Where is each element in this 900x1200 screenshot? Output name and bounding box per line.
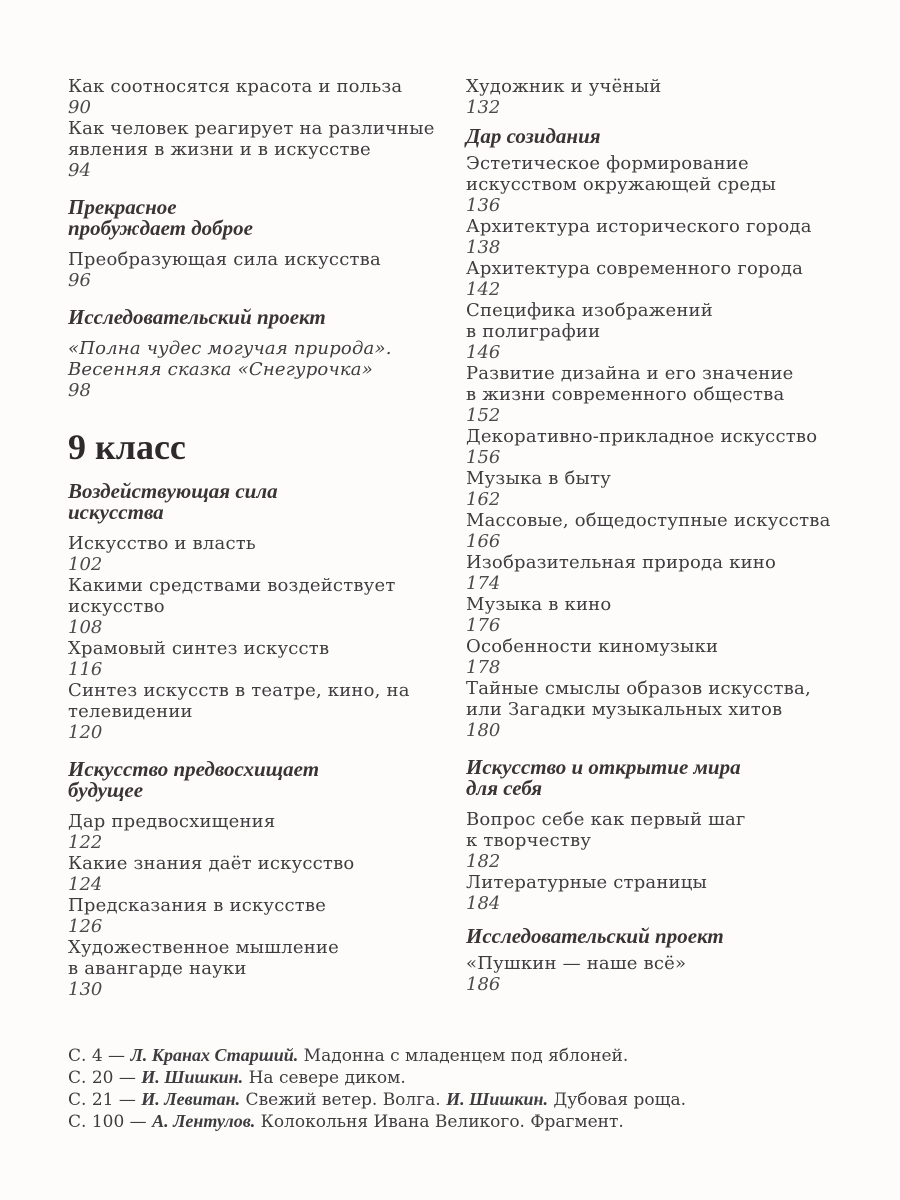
entry-title: Вопрос себе как первый шаг к творчеству [466, 809, 746, 851]
entry-page: 162 [466, 489, 501, 510]
entry-page: 176 [466, 615, 501, 636]
credit-prefix: С. 21 — [68, 1090, 142, 1110]
section-heading: Воздействующая сила искусства [68, 479, 278, 524]
toc-entry[interactable] [68, 895, 448, 937]
toc-entry[interactable] [68, 811, 448, 853]
entry-page: 184 [466, 893, 501, 914]
credit-work: На севере диком. [243, 1068, 406, 1088]
toc-entry[interactable] [466, 809, 866, 872]
credit-author: А. Лентулов. [152, 1111, 256, 1131]
entry-page: 182 [466, 851, 501, 872]
credit-line [68, 1089, 868, 1111]
toc-entry[interactable] [68, 937, 448, 1000]
credit-work: Свежий ветер. Волга. [240, 1090, 447, 1110]
toc-entry[interactable] [466, 636, 866, 678]
entry-page: 178 [466, 657, 501, 678]
entry-title: Музыка в кино [466, 594, 612, 615]
right-column [466, 76, 866, 995]
toc-entry[interactable] [68, 853, 448, 895]
entry-page: 94 [68, 160, 91, 181]
entry-page: 108 [68, 617, 103, 638]
entry-title: «Пушкин — наше всё» [466, 953, 687, 974]
entry-page: 152 [466, 405, 501, 426]
entry-page: 132 [466, 97, 501, 118]
section-heading: Исследовательский проект [466, 924, 724, 948]
credit-prefix: С. 20 — [68, 1068, 142, 1088]
entry-title: Дар предвосхищения [68, 811, 276, 832]
entry-title: Предсказания в искусстве [68, 895, 327, 916]
entry-title: Храмовый синтез искусств [68, 638, 330, 659]
credit-author: И. Левитан. [141, 1089, 241, 1109]
entry-page: 102 [68, 554, 103, 575]
credit-work: Колокольня Ивана Великого. Фрагмент. [255, 1112, 624, 1132]
entry-page: 136 [466, 195, 501, 216]
toc-entry[interactable] [466, 426, 866, 468]
toc-entry[interactable] [68, 638, 448, 680]
toc-entry[interactable] [466, 258, 866, 300]
credit-author: И. Шишкин. [446, 1089, 548, 1109]
entry-title: Специфика изображений в полиграфии [466, 300, 713, 342]
toc-entry[interactable] [466, 300, 866, 363]
left-column [68, 76, 448, 1000]
toc-entry[interactable] [466, 363, 866, 426]
entry-title: «Полна чудес могучая природа». Весенняя сказка «Снегурочка» [68, 338, 392, 380]
credit-work: Дубовая роща. [547, 1090, 686, 1110]
entry-page: 138 [466, 237, 501, 258]
entry-page: 120 [68, 722, 103, 743]
section-heading: Исследовательский проект [68, 305, 326, 329]
entry-title: Архитектура современного города [466, 258, 804, 279]
entry-page: 126 [68, 916, 103, 937]
entry-title: Особенности киномузыки [466, 636, 719, 657]
credit-line [68, 1111, 868, 1133]
toc-entry[interactable] [68, 575, 448, 638]
entry-title: Эстетическое формирование искусством окружающей среды [466, 153, 777, 195]
toc-entry[interactable] [466, 953, 866, 995]
entry-title: Литературные страницы [466, 872, 708, 893]
entry-title: Массовые, общедоступные искусства [466, 510, 831, 531]
illustration-credits [68, 1045, 868, 1133]
toc-entry[interactable] [68, 249, 448, 291]
toc-entry[interactable] [466, 153, 866, 216]
entry-title: Преобразующая сила искусства [68, 249, 381, 270]
entry-page: 122 [68, 832, 103, 853]
toc-entry[interactable] [68, 338, 448, 401]
entry-title: Какие знания даёт искусство [68, 853, 355, 874]
entry-page: 116 [68, 659, 103, 680]
section-heading: Прекрасное пробуждает доброе [68, 195, 253, 240]
credit-work: Мадонна с младенцем под яблоней. [298, 1046, 629, 1066]
credit-line [68, 1045, 868, 1067]
entry-page: 146 [466, 342, 501, 363]
entry-title: Как соотносятся красота и польза [68, 76, 403, 97]
entry-list [68, 76, 448, 181]
credit-prefix: С. 100 — [68, 1112, 153, 1132]
entry-title: Изобразительная природа кино [466, 552, 777, 573]
entry-title: Синтез искусств в театре, кино, на телевидении [68, 680, 410, 722]
toc-entry[interactable] [466, 678, 866, 741]
entry-title: Как человек реагирует на различные явления в жизни и в искусстве [68, 118, 435, 160]
entry-page: 142 [466, 279, 501, 300]
toc-entry[interactable] [68, 680, 448, 743]
entry-page: 124 [68, 874, 103, 895]
entry-title: Музыка в быту [466, 468, 612, 489]
entry-title: Какими средствами воздействует искусство [68, 575, 396, 617]
toc-entry[interactable] [68, 118, 448, 181]
entry-title: Тайные смыслы образов искусства, или Загадки музыкальных хитов [466, 678, 811, 720]
section-heading: Искусство и открытие мира для себя [466, 755, 741, 800]
entry-page: 156 [466, 447, 501, 468]
toc-entry[interactable] [466, 552, 866, 594]
section-heading: Искусство предвосхищает будущее [68, 757, 320, 802]
entry-page: 130 [68, 979, 103, 1000]
toc-entry[interactable] [466, 468, 866, 510]
entry-title: Развитие дизайна и его значение в жизни современного общества [466, 363, 794, 405]
credit-line [68, 1067, 868, 1089]
credit-author: И. Шишкин. [141, 1067, 244, 1087]
entry-page: 166 [466, 531, 501, 552]
grade-heading: 9 класс [68, 427, 186, 467]
toc-entry[interactable] [466, 510, 866, 552]
entry-title: Художественное мышление в авангарде науки [68, 937, 339, 979]
entry-title: Декоративно-прикладное искусство [466, 426, 818, 447]
toc-entry[interactable] [466, 216, 866, 258]
entry-page: 90 [68, 97, 91, 118]
entry-title: Архитектура исторического города [466, 216, 812, 237]
toc-entry[interactable] [68, 76, 448, 118]
section-heading: Дар созидания [466, 124, 601, 148]
credit-prefix: С. 4 — [68, 1046, 131, 1066]
entry-page: 180 [466, 720, 501, 741]
entry-title: Искусство и власть [68, 533, 256, 554]
toc-entry[interactable] [68, 533, 448, 575]
entry-page: 174 [466, 573, 501, 594]
entry-page: 98 [68, 380, 91, 401]
entry-title: Художник и учёный [466, 76, 662, 97]
entry-page: 96 [68, 270, 91, 291]
entry-page: 186 [466, 974, 501, 995]
toc-entry[interactable] [466, 594, 866, 636]
credit-author: Л. Кранах Старший. [130, 1045, 299, 1065]
toc-entry[interactable] [466, 76, 866, 118]
toc-entry[interactable] [466, 872, 866, 914]
